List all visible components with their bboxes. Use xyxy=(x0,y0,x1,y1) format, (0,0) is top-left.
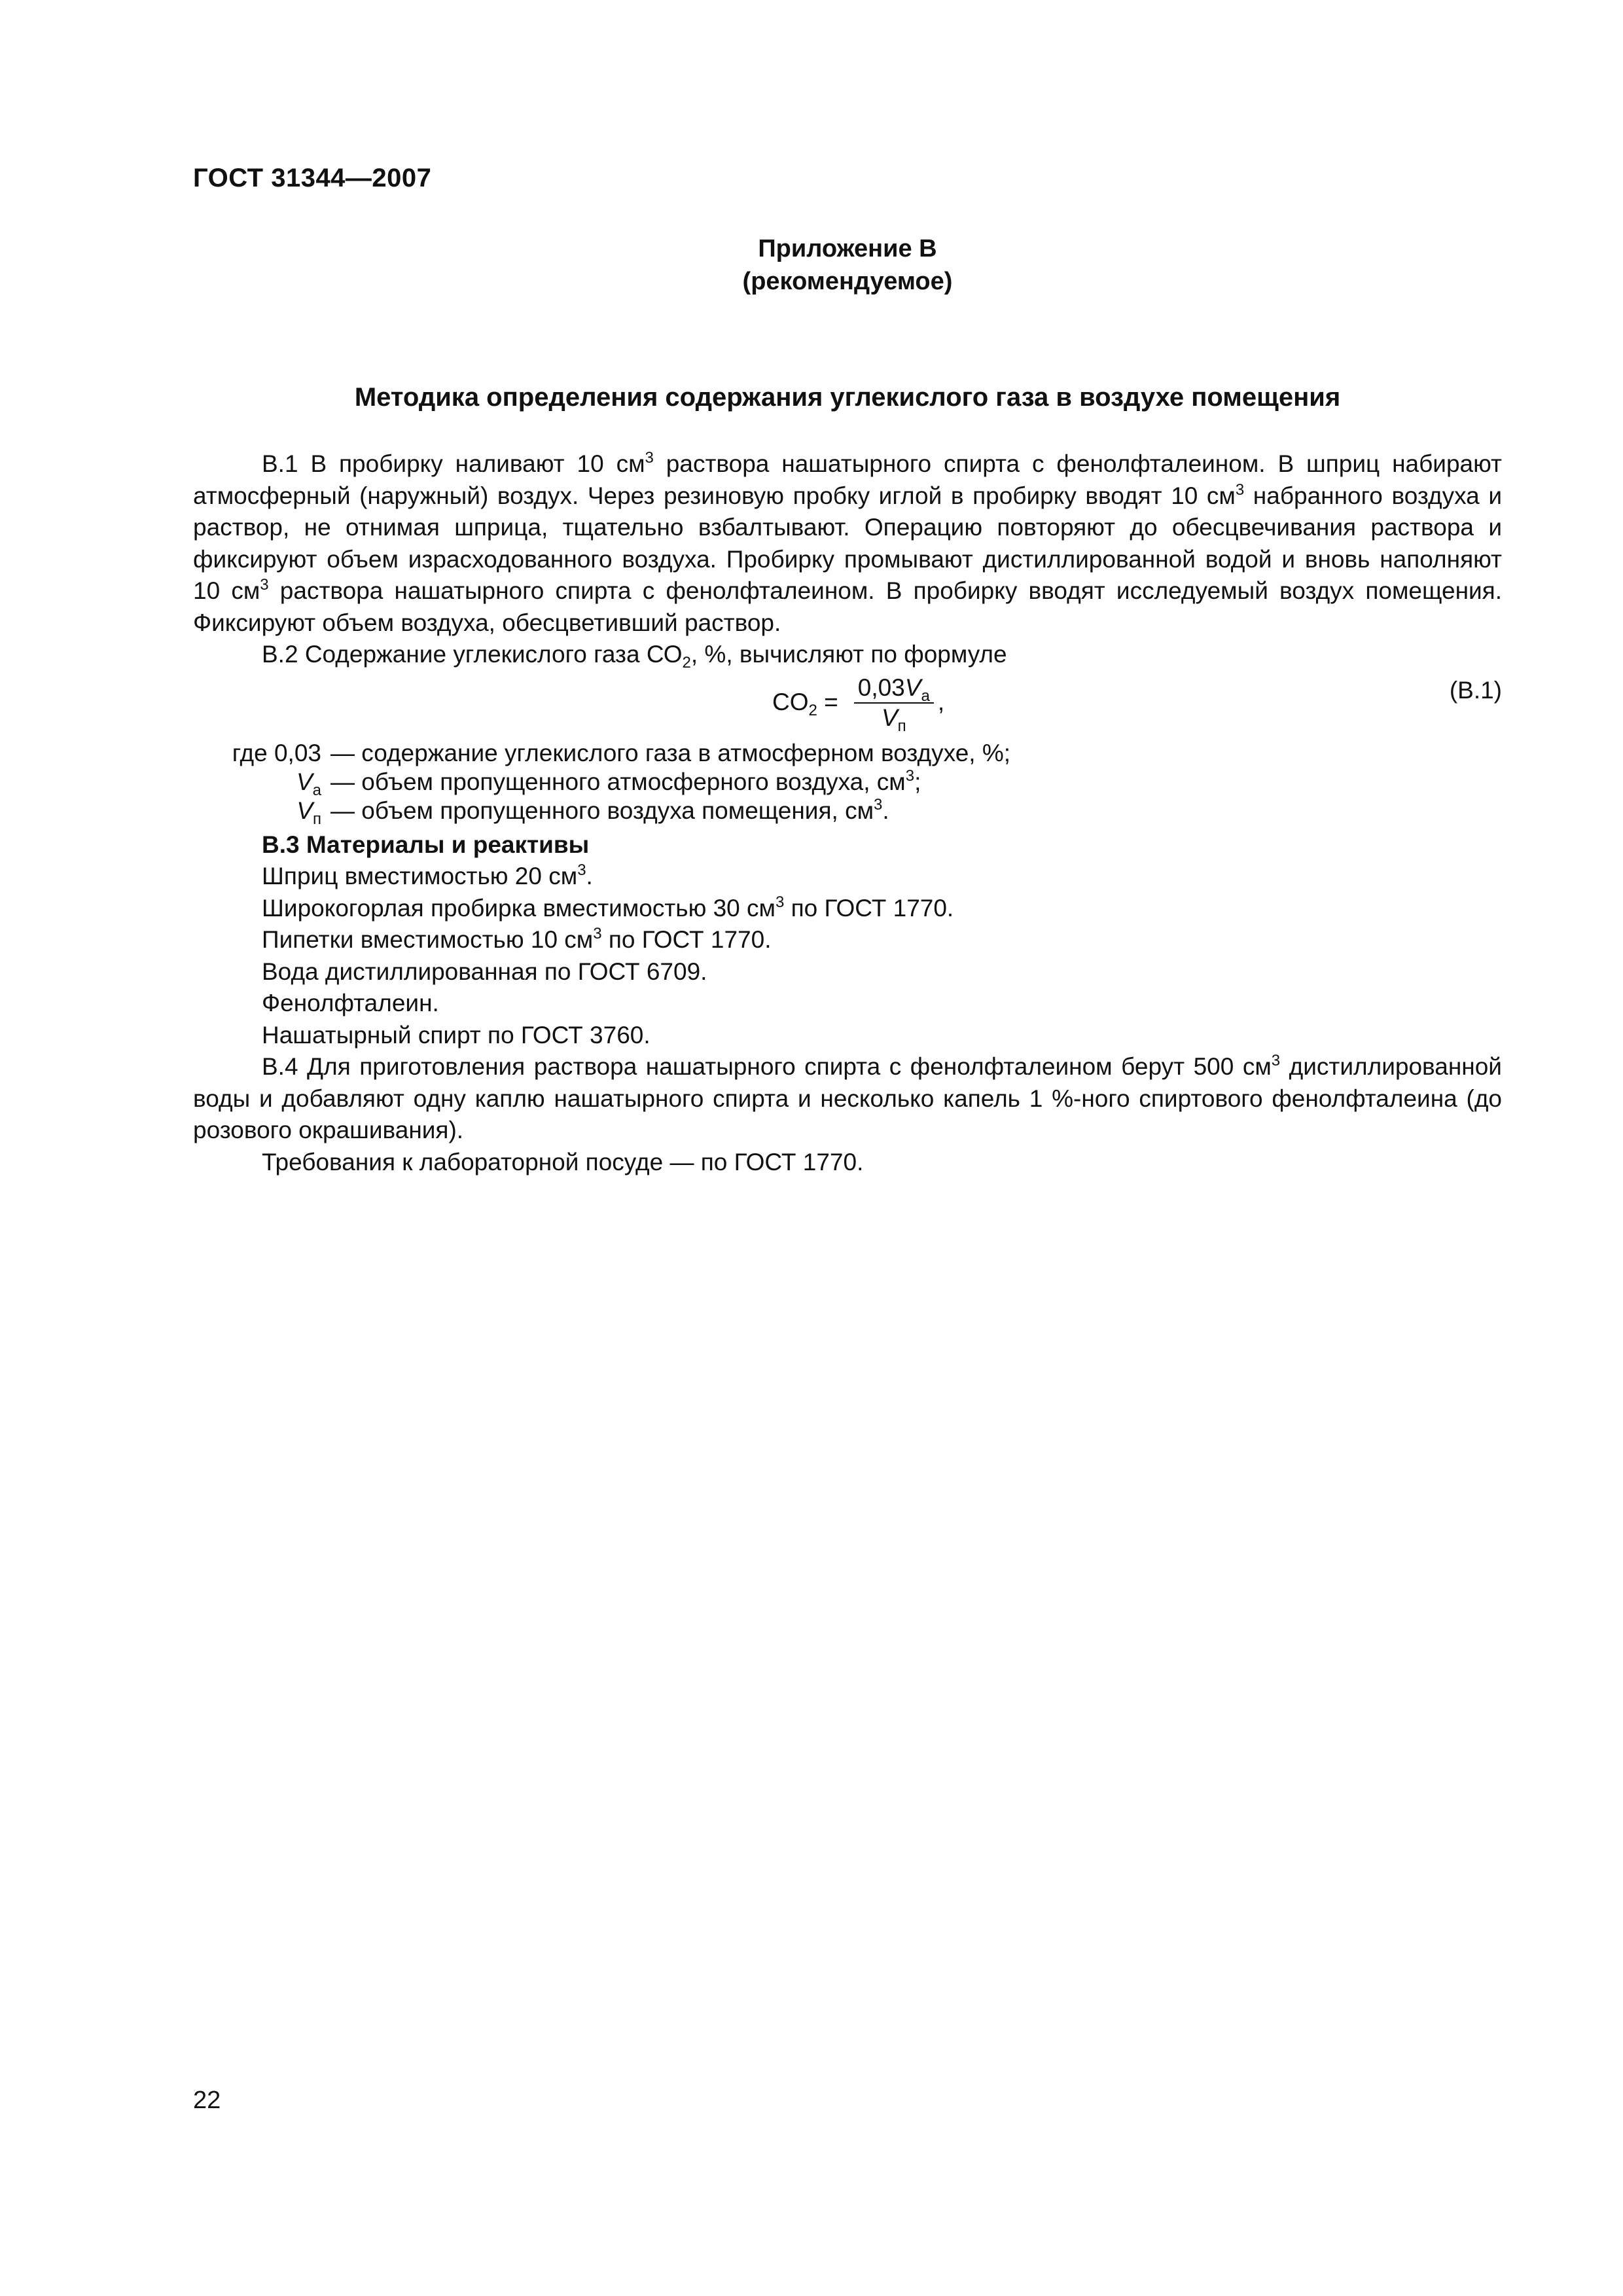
superscript: 3 xyxy=(775,893,785,911)
text-run: по ГОСТ 1770. xyxy=(784,894,954,922)
document-code: ГОСТ 31344—2007 xyxy=(193,164,432,192)
material-item xyxy=(193,861,1502,893)
subscript: а xyxy=(312,781,321,799)
section-b3-heading: В.3 Материалы и реактивы xyxy=(262,831,590,858)
superscript: 3 xyxy=(577,861,586,879)
text-run: В.4 Для приготовления раствора нашатырного спирта с фенолфталеином берут 500 см xyxy=(262,1053,1272,1080)
appendix-title: Приложение В xyxy=(758,235,937,262)
text-run: Широкогорлая пробирка вместимостью 30 см xyxy=(262,894,776,922)
definition-row xyxy=(193,739,1502,768)
body-text xyxy=(193,448,1502,1178)
definition-text xyxy=(330,768,1502,797)
superscript: 3 xyxy=(905,766,915,785)
material-item xyxy=(193,893,1502,925)
text-run: , %, вычисляют по формуле xyxy=(690,641,1007,668)
definition-row xyxy=(193,795,1502,828)
text-run: дистиллированной воды и добавляют одну каплю нашатырного спирта и несколько капель 1 %-ного спиртового фенолфталеина (до розового окрашивания). xyxy=(193,1053,1502,1143)
definition-symbol xyxy=(193,797,330,828)
material-item xyxy=(193,924,1502,956)
formula-lhs xyxy=(772,687,838,719)
definition-row xyxy=(193,768,1502,797)
superscript: 3 xyxy=(874,795,883,814)
subscript: п xyxy=(897,717,906,735)
formula-variable: V xyxy=(904,673,921,701)
text-run: Пипетки вместимостью 10 см xyxy=(262,926,594,953)
formula xyxy=(772,673,945,735)
formula-equals: = xyxy=(824,689,838,716)
appendix-subtitle: (рекомендуемое) xyxy=(742,268,953,295)
superscript: 3 xyxy=(593,925,602,942)
formula-denominator xyxy=(881,704,906,735)
subscript: 2 xyxy=(808,702,817,720)
material-item: Вода дистиллированная по ГОСТ 6709. xyxy=(262,958,707,985)
subscript: 2 xyxy=(682,654,691,672)
definition-symbol: где 0,03 xyxy=(232,739,321,766)
text-run: — объем пропущенного атмосферного воздуха, см xyxy=(330,768,906,795)
page-number: 22 xyxy=(193,2087,221,2114)
subscript: a xyxy=(921,687,930,705)
text-run: раствора нашатырного спирта с фенолфталеином. В шприц набирают атмосферный (наружный) воздух. Через резиновую пробку иглой в пробирку вводят 10 см xyxy=(193,450,1502,509)
paragraph-lab-requirements: Требования к лабораторной посуде — по ГОСТ 1770. xyxy=(262,1148,864,1175)
text-run: В.2 Содержание углекислого газа СО xyxy=(262,641,683,668)
section-title: Методика определения содержания углекислого газа в воздухе помещения xyxy=(354,383,1341,412)
text-run: В.1 В пробирку наливают 10 см xyxy=(262,450,645,477)
formula-variable: V xyxy=(296,768,313,795)
formula-variable: V xyxy=(296,797,313,824)
formula-variable: V xyxy=(881,704,898,731)
text-run: раствора нашатырного спирта с фенолфталеином. В пробирку вводят исследуемый воздух помещения. Фиксируют объем воздуха, обесцветивший раствор. xyxy=(193,577,1502,636)
formula-number: (В.1) xyxy=(1449,676,1502,704)
material-item: Нашатырный спирт по ГОСТ 3760. xyxy=(262,1021,651,1049)
superscript: 3 xyxy=(645,449,654,467)
paragraph-b4 xyxy=(193,1051,1502,1147)
material-item: Фенолфталеин. xyxy=(262,990,439,1016)
definition-symbol xyxy=(193,768,330,797)
text-run: набранного воздуха и раствор, не отнимая шприца, тщательно взбалтывают. Операцию повторяют до обесцвечивания раствора и фиксируют объем израсходованного воздуха. Пробирку промывают дистиллированной водой и вновь наполняют 10 см xyxy=(193,482,1502,604)
text-run: Шприц вместимостью 20 см xyxy=(262,863,578,889)
formula-comma: , xyxy=(937,689,945,716)
subscript: п xyxy=(313,810,321,828)
text-run: — объем пропущенного воздуха помещения, см xyxy=(330,797,874,824)
text-run: . xyxy=(882,797,889,824)
superscript: 3 xyxy=(1271,1052,1281,1069)
definition-text: — содержание углекислого газа в атмосферном воздухе, %; xyxy=(330,739,1011,766)
formula-lhs-text: CO xyxy=(772,689,809,716)
paragraph-b2 xyxy=(193,639,1502,671)
formula-definitions xyxy=(193,739,1502,828)
superscript: 3 xyxy=(260,576,269,594)
superscript: 3 xyxy=(1235,480,1245,499)
text-run: . xyxy=(586,863,593,889)
text-run: ; xyxy=(914,768,921,795)
formula-fraction xyxy=(854,673,934,735)
formula-numerator xyxy=(854,675,934,704)
definition-text xyxy=(330,797,1502,825)
formula-block xyxy=(193,671,1502,736)
text-run: по ГОСТ 1770. xyxy=(601,926,772,953)
paragraph-b1 xyxy=(193,448,1502,639)
appendix-heading xyxy=(0,232,1623,298)
formula-coefficient: 0,03 xyxy=(857,673,905,701)
